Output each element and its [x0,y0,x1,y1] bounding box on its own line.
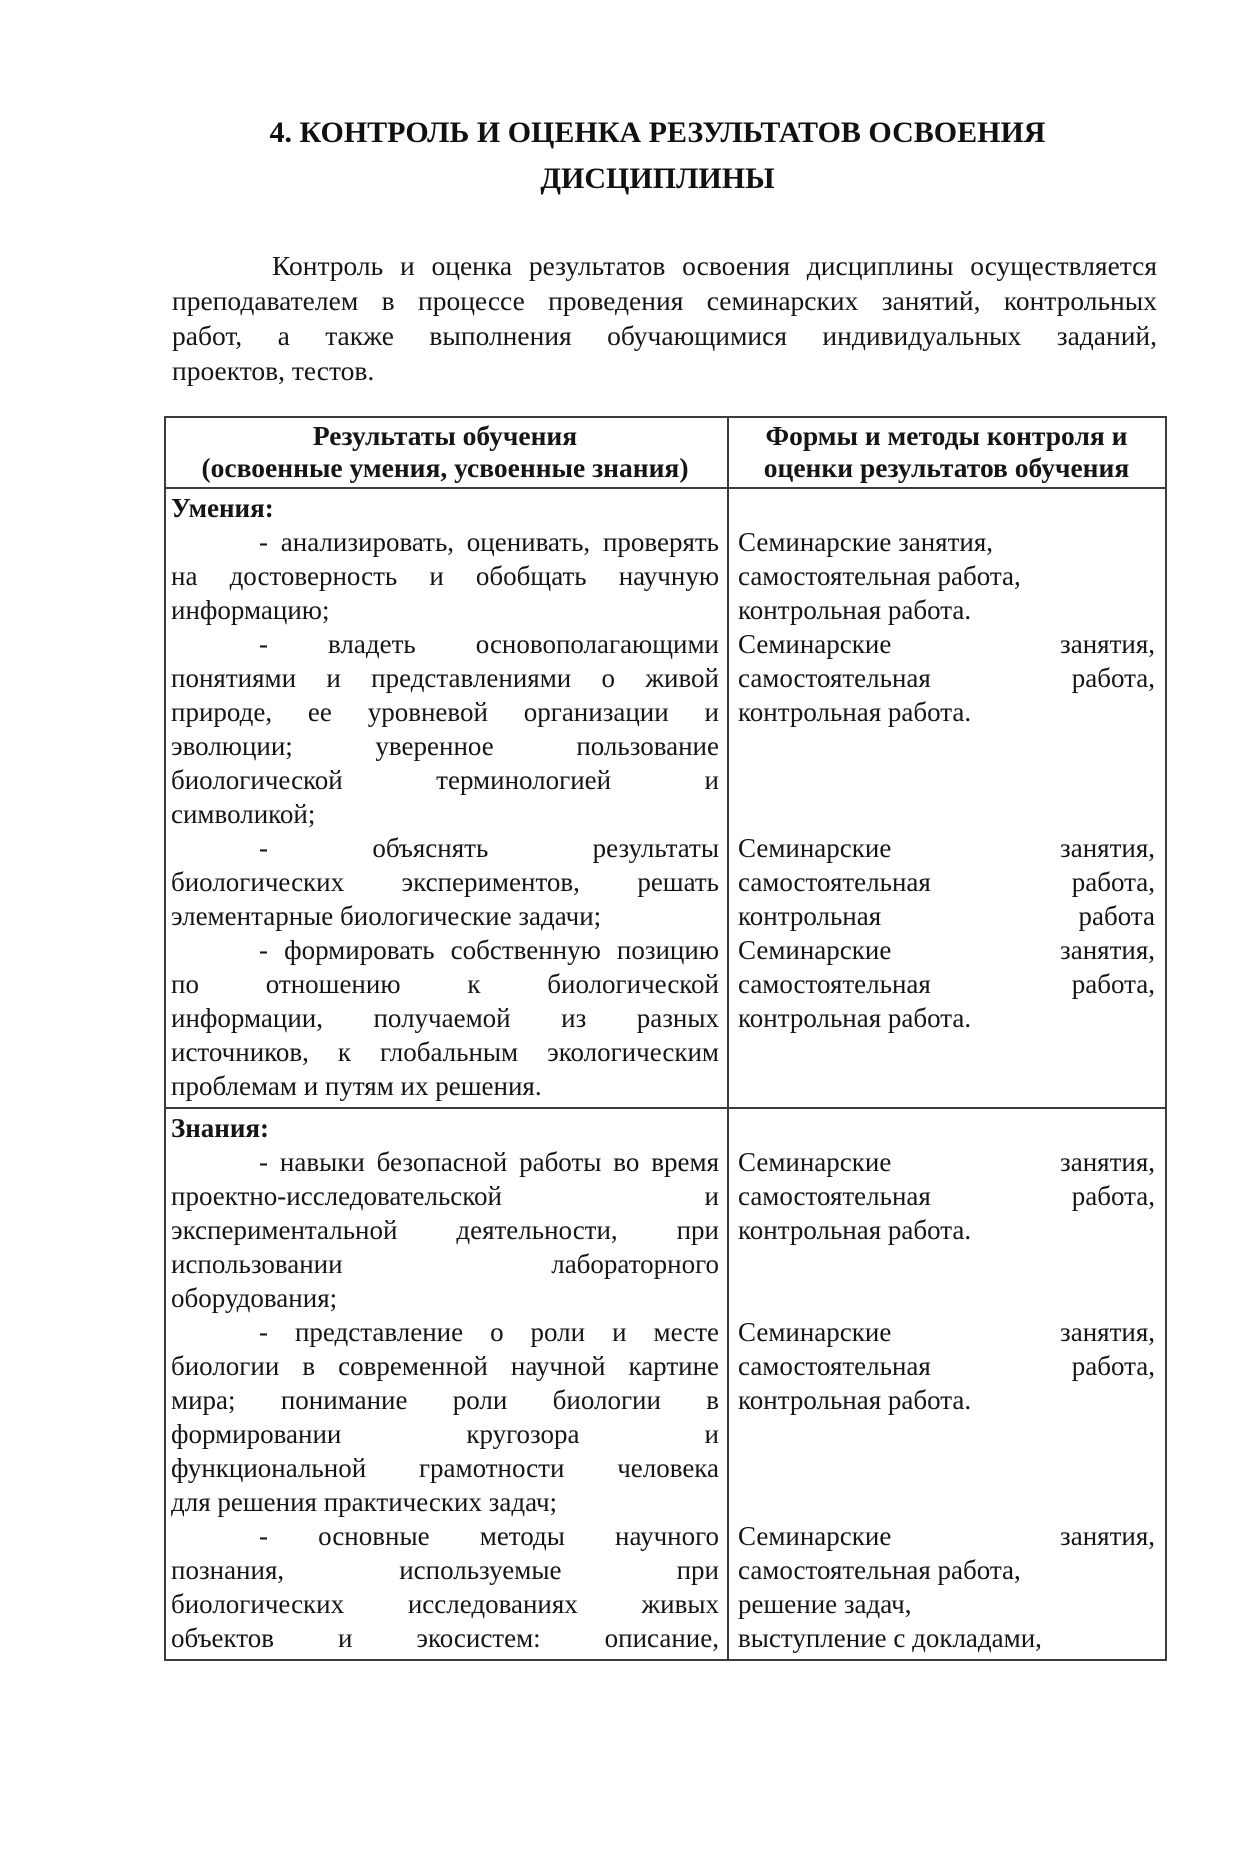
text-line: Семинарские занятия, [738,1147,1155,1177]
results-table [164,416,1167,1661]
text-line: Семинарские занятия, [738,833,1155,863]
text-blank-line [738,1417,1155,1451]
table-header-left-line-2: (освоенные умения, усвоенные знания) [201,452,689,483]
text-line: биологической терминологией и [171,765,719,795]
text-line: оборудования; [171,1283,338,1313]
text-line: Семинарские занятия, [738,1521,1155,1551]
table-body [166,487,1165,1659]
table-row-umeniya [166,487,1165,1107]
text-line: функциональной грамотности человека [171,1453,719,1483]
text-line: - объяснять результаты [259,833,719,863]
text-line: контрольная работа. [738,595,972,625]
text-line: биологических экспериментов, решать [171,867,719,897]
text-line: на достоверность и обобщать научную [171,561,719,591]
page-content [0,110,1241,1661]
text-line: контрольная работа. [738,1215,972,1245]
text-line: контрольная работа. [738,1385,972,1415]
text-line: решение задач, [738,1589,912,1619]
text-blank-line [738,797,1155,831]
intro-paragraph [152,248,1163,388]
text-line: познания, используемые при [171,1555,719,1585]
text-line: - навыки безопасной работы во время [259,1147,719,1177]
text-blank-line [738,1281,1155,1315]
text-line: проектно-исследовательской и [171,1181,719,1211]
text-blank-line [738,1485,1155,1519]
text-line: - анализировать, оценивать, проверять [259,527,719,557]
table-cell-umeniya-right [729,489,1163,1107]
text-line: информацию; [171,595,330,625]
text-line: - представление о роли и месте [259,1317,719,1347]
table-cell-umeniya-left [166,489,729,1107]
text-line: природе, ее уровневой организации и [171,697,719,727]
text-blank-line [738,491,1155,525]
text-blank-line [738,763,1155,797]
text-blank-line [738,1111,1155,1145]
table-header-right [729,418,1163,487]
text-line: для решения практических задач; [171,1487,558,1517]
text-line: элементарные биологические задачи; [171,901,602,931]
text-line: Умения: [171,493,274,523]
table-cell-znaniya-right [729,1109,1163,1659]
text-line: - владеть основополагающими [259,629,719,659]
text-line: самостоятельная работа, [738,1351,1155,1381]
text-blank-line [738,729,1155,763]
text-line: работ, а также выполнения обучающимися индивидуальных заданий, [172,320,1157,351]
text-line: контрольная работа. [738,1003,972,1033]
text-line: контрольная работа. [738,697,972,727]
text-line: самостоятельная работа, [738,1555,1021,1585]
text-line: выступление с докладами, [738,1623,1042,1653]
text-line: самостоятельная работа, [738,561,1021,591]
table-cell-znaniya-left [166,1109,729,1659]
text-blank-line [738,1069,1155,1103]
text-line: источников, к глобальным экологическим [171,1037,719,1067]
text-line: контрольная работа [738,901,1155,931]
page-title-line-1: 4. КОНТРОЛЬ И ОЦЕНКА РЕЗУЛЬТАТОВ ОСВОЕНИЯ [269,116,1046,149]
text-line: биологических исследованиях живых [171,1589,719,1619]
document-page [0,110,1241,1865]
text-line: объектов и экосистем: описание, [171,1623,719,1653]
text-blank-line [738,1451,1155,1485]
text-blank-line [738,1247,1155,1281]
text-line: проблемам и путям их решения. [171,1071,542,1101]
text-line: формировании кругозора и [171,1419,719,1449]
text-line: мира; понимание роли биологии в [171,1385,719,1415]
text-line: самостоятельная работа, [738,663,1155,693]
table-header-left-line-1: Результаты обучения [312,420,578,451]
table-header-right-line-2: оценки результатов обучения [763,452,1130,483]
text-line: Семинарские занятия, [738,1317,1155,1347]
text-line: Семинарские занятия, [738,935,1155,965]
text-line: эволюции; уверенное пользование [171,731,719,761]
text-line: самостоятельная работа, [738,1181,1155,1211]
text-line: самостоятельная работа, [738,867,1155,897]
text-line: информации, получаемой из разных [171,1003,719,1033]
text-line: - основные методы научного [259,1521,719,1551]
text-line: Семинарские занятия, [738,629,1155,659]
text-line: Знания: [171,1113,270,1143]
table-header-left [166,418,729,487]
text-blank-line [738,1035,1155,1069]
text-line: проектов, тестов. [172,355,375,386]
table-header-row [166,418,1165,487]
page-title [152,110,1163,202]
text-line: - формировать собственную позицию [259,935,719,965]
text-line: Контроль и оценка результатов освоения дисциплины осуществляется [272,250,1157,281]
text-line: биологии в современной научной картине [171,1351,719,1381]
text-line: по отношению к биологической [171,969,719,999]
text-line: преподавателем в процессе проведения семинарских занятий, контрольных [172,285,1157,316]
text-line: Семинарские занятия, [738,527,994,557]
table-header-right-line-1: Формы и методы контроля и [765,420,1128,451]
table-row-znaniya [166,1107,1165,1659]
text-line: экспериментальной деятельности, при [171,1215,719,1245]
text-line: символикой; [171,799,316,829]
text-line: использовании лабораторного [171,1249,719,1279]
page-title-line-2: ДИСЦИПЛИНЫ [540,162,775,195]
text-line: самостоятельная работа, [738,969,1155,999]
text-line: понятиями и представлениями о живой [171,663,719,693]
